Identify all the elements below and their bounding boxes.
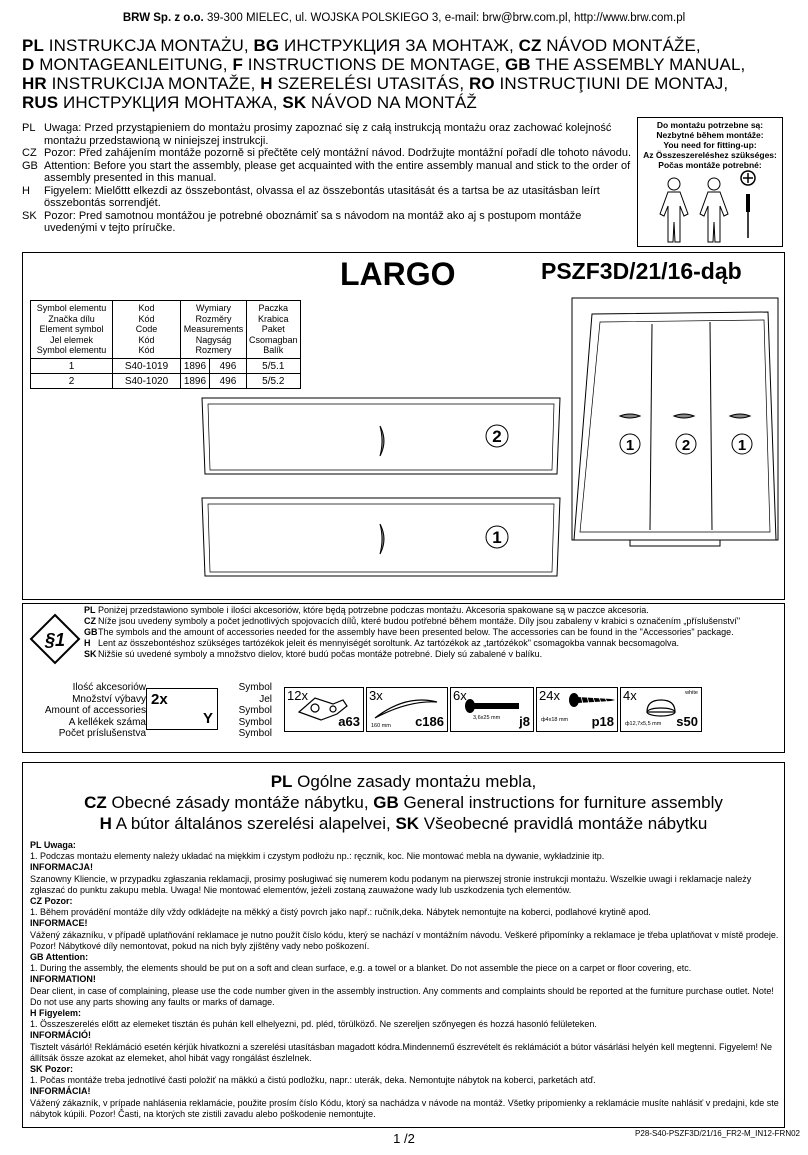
title-text: SZERELÉSI UTASITÁS, [272, 74, 470, 93]
general-title-line [22, 792, 785, 813]
title-text: INSTRUKCJA MONTAŻU, [43, 36, 254, 55]
tools-needed-line: Do montażu potrzebne są: [656, 120, 764, 130]
lang-code: D [22, 55, 35, 74]
lang-code: F [232, 55, 243, 74]
paragraph: 1. Összeszerelés előtt az elemeket tisztán és puhán kell elhelyezni, pd. pléd, törülköző. Ne szereljen szőnyegen és hozzá hasonló felületeken. [30, 1019, 597, 1030]
warning-text: Pozor: Pred samotnou montážou je potrebné oboznámiť sa s návodom na montáž ako aj s postupom montáže uvedenými v tejto príručke. [44, 209, 582, 234]
wood-screw-icon [567, 690, 617, 710]
paragraph: Dear client, in case of complaining, please use the code number given in the assembly instruction. Any comments and complaints should be reported at the furniture purchase outlet. Note! Do not use any parts showing any faults or marks of damage. [30, 985, 774, 1007]
company-header [0, 12, 808, 24]
paragraph: 1. During the assembly, the elements should be put on a soft and clean surface, e.g. a towel or a blanket. Do not assemble the piece on a carpet or floor covering, etc. [30, 963, 692, 974]
table-row: 1 S40-1019 1896 496 5/5.1 [31, 359, 301, 374]
lang-code: GB [84, 627, 98, 637]
warning-item [22, 122, 632, 147]
header-line: Paczka [258, 303, 289, 314]
title-text: Obecné zásady montáže nábytku, [106, 793, 374, 812]
legend-label: A kellékek száma [68, 716, 146, 728]
paragraph: Szanowny Kliencie, w przypadku zgłaszania reklamacji, prosimy posługiwać się numerem kodu podanym na pierwszej stronie instrukcji montażu. Wszelkie uwagi i reklamacje należy zgłaszać do punktu zakupu mebla. Uwaga! Nie montować elementów, jeżeli zostaną zauważone wady lub uszkodzenia tych elementów. [30, 873, 752, 895]
lang-code: H [84, 638, 91, 648]
paragraph: Tisztelt vásárló! Reklámáció esetén kérjük hivatkozni a szerelési utasításban magadott kódra.Mindennemű észrevételt és reklámációt a bútor vásárlási helyén kell megtenni. Figyelem! Ne állítsák össze azokat az elemeket, ahol hibát vagy rongálást észlelnek. [30, 1041, 773, 1063]
header-line: Element symbol [39, 324, 104, 335]
legend-label: Symbol [238, 716, 272, 728]
lang-code: CZ [22, 147, 37, 159]
lang-code: SK [22, 209, 37, 222]
paragraph: Vážený zákazníku, v případě uplatňování reklamace je nutno použít číslo kódu, který se nachází v montážním návodu. Veškeré připomínky a reklamace je třeba uplatňovat v místě prodeje. Pozor! Nábytkové díly nemontovat, pokud na nich byly zjištěny vady nebo poškození. [30, 929, 779, 951]
tools-needed-line: You need for fitting-up: [663, 140, 757, 150]
general-title-line [22, 813, 785, 834]
lang-code: BG [253, 36, 280, 55]
legend-label: Množství výbavy [72, 693, 146, 705]
title-text: General instructions for furniture assembly [398, 793, 723, 812]
lang-code: H [260, 74, 273, 93]
lang-code: CZ [84, 616, 96, 626]
header-line: Paket [261, 324, 285, 335]
note-text: Poniżej przedstawiono symbole i ilości akcesoriów, które będą potrzebne podczas montażu. Akcesoria spakowane są w paczce akcesoria. [98, 605, 649, 615]
header-symbol [31, 301, 113, 359]
title-text: Ogólne zasady montażu mebla, [292, 772, 537, 791]
note-text: Nižšie sú uvedené symboly a množstvo dielov, ktoré budú počas montáže potrebné. Diely sú zabalené v balíku. [98, 649, 543, 659]
lang-code: RUS [22, 93, 59, 112]
section-mark: §1 [44, 630, 66, 650]
accessory-item: 12x a63 [284, 687, 364, 732]
title-text: ИНСТРУКЦИЯ МОНТАЖА, [58, 93, 283, 112]
furniture-foot-icon [641, 694, 681, 720]
legend-label: Ilość akcesoriów [72, 682, 146, 693]
header-line: Rozměry [195, 313, 232, 324]
accessory-note-item [84, 638, 784, 649]
product-name: LARGO [340, 256, 456, 292]
warning-item [22, 160, 632, 185]
section-heading: CZ Pozor: [30, 896, 73, 907]
panel-label: 2 [492, 427, 502, 446]
header-line: Kód [138, 334, 155, 345]
accessory-item: 3x 160 mm c186 [366, 687, 448, 732]
note-text: The symbols and the amount of accessories needed for the assembly have been presented below. The accessories can be found in the "Accessories" package. [98, 627, 734, 637]
tools-needed-labels [638, 120, 782, 170]
title-text: INSTRUKCIJA MONTAŽE, [46, 74, 261, 93]
wardrobe-drawing [570, 296, 782, 550]
paragraph: 1. Podczas montażu elementy należy układać na miękkim i czystym podłożu np.: ręcznik, koc. Nie montować mebla na dywanie, wykładzinie itp. [30, 851, 605, 862]
element-table [30, 300, 301, 389]
accessory-item: 4x white ф12,7x5,5 mm s50 [620, 687, 702, 732]
lang-code: RO [469, 74, 495, 93]
screwdriver-icon [738, 170, 768, 240]
note-text: Lent az összebontéshoz szükséges tartózékok jeleit és mennyiségét soroltunk. Az tartózékok az „tartózékok" csomagokba vannak becsomagolva. [98, 638, 680, 648]
section-heading: INFORMATION! [30, 974, 96, 985]
paragraph: 1. Během provádění montáže díly vždy odkládejte na měkký a čistý povrch jako např.: ručník,deka. Nábytek nemontujte na koberci, podlahové krytině apod. [30, 907, 651, 918]
tools-needed-line: Počas montáže potrebné: [658, 160, 762, 170]
general-title [22, 771, 785, 834]
header-line: Nagyság [195, 334, 232, 345]
section-heading: INFORMÁCIÓ! [30, 1030, 91, 1041]
header-line: Kód [138, 313, 155, 324]
title-line [22, 74, 792, 93]
header-package [247, 301, 301, 359]
header-line: Wymiary [196, 303, 231, 314]
section-heading: H Figyelem: [30, 1008, 82, 1019]
title-line [22, 55, 792, 74]
section-heading: INFORMACE! [30, 918, 88, 929]
header-line: Rozmery [195, 345, 232, 356]
page-number: 1 /2 [393, 1131, 415, 1146]
legend-label: Symbol [238, 705, 272, 716]
title-text: ИНСТРУКЦИЯ ЗА МОНТАЖ, [279, 36, 519, 55]
warning-item [22, 147, 632, 160]
table-header-row [31, 301, 301, 359]
lang-code: GB [373, 793, 399, 812]
general-title-line [22, 771, 785, 792]
legend-label: Počet príslušenstva [58, 728, 146, 739]
lang-code: PL [270, 772, 293, 791]
title-line [22, 36, 792, 55]
title-text: INSTRUCTIONS DE MONTAGE, [242, 55, 505, 74]
lang-code: SK [395, 814, 420, 833]
lang-code: H [99, 814, 112, 833]
title-text: NÁVOD NA MONTÁŽ [306, 93, 477, 112]
header-line: Csomagban [249, 334, 298, 345]
door-label: 1 [625, 437, 635, 454]
paragraph: Vážený zákazník, v prípade nahlásenia reklamácie, použite prosím číslo Kódu, ktorý sa nachádza v návode na montáž. Všetky pripomienky a reklamácie musíte nahlásiť v predajni, kde ste nábytok kúpili. Pozor! Časti, na ktorých ste zistili zavadu alebo poškodenie nemontujte. [30, 1097, 779, 1119]
company-name: BRW Sp. z o.o. [122, 12, 204, 24]
product-code: PSZF3D/21/16-dąb [541, 258, 742, 284]
door-label: 2 [681, 437, 691, 454]
document-code: P28-S40-PSZF3D/21/16_FR2-M_IN12-FRN02 [635, 1129, 800, 1138]
header-measurements [181, 301, 247, 359]
warning-item [22, 210, 632, 235]
warning-text: Figyelem: Mielőttt elkezdi az összebontást, olvassa el az összebontás utasitását és a tartsa be az utasitásban leírt összebontás sorrendjét. [44, 184, 600, 209]
tools-needed-box [637, 117, 783, 247]
warning-text: Attention: Before you start the assembly, please get acquainted with the entire assembly manual and stick to the order of assembly presented in this manual. [44, 159, 631, 184]
title-text: INSTRUCŢIUNI DE MONTAJ, [494, 74, 729, 93]
general-body [30, 840, 780, 1120]
header-line: Značka dílu [48, 313, 95, 324]
company-address: 39-300 MIELEC, ul. WOJSKA POLSKIEGO 3, e-mail: brw@brw.com.pl, http://www.brw.com.pl [206, 12, 686, 24]
panel-label: 1 [492, 528, 502, 547]
title-text: THE ASSEMBLY MANUAL, [530, 55, 746, 74]
header-line: Krabica [258, 313, 289, 324]
header-line: Code [135, 324, 158, 335]
warning-text: Uwaga: Przed przystąpieniem do montażu prosimy zapoznać się z całą instrukcją montażu oraz zachować kolejność montażu przedstawioną w niniejszej instrukcji. [44, 122, 612, 147]
accessory-item: 24x ф4x18 mm p18 [536, 687, 618, 732]
tools-needed-line: Az Összeszereléshez szükséges: [643, 150, 777, 160]
lang-code: H [22, 184, 30, 197]
warning-item [22, 185, 632, 210]
legend-x: 2x [151, 691, 168, 708]
header-line: Measurements [183, 324, 244, 335]
header-line: Balík [263, 345, 284, 356]
section-heading: GB Attention: [30, 952, 89, 963]
legend-label: Symbol [238, 728, 272, 739]
tools-needed-line: Nezbytné během montáže: [656, 130, 764, 140]
title-line [22, 93, 792, 112]
warning-text: Pozor: Před zahájením montáže pozorně si přečtěte celý montážní návod. Dodržujte montážní pořadí dle tohoto návodu. [44, 147, 632, 159]
door-label: 1 [737, 437, 747, 454]
section-heading: INFORMÁCIA! [30, 1086, 91, 1097]
title-text: A bútor általános szerelési alapelvei, [111, 814, 396, 833]
header-line: Symbol elementu [36, 345, 107, 356]
lang-code: SK [84, 649, 97, 659]
accessory-item: 6x 3,6x25 mm j8 [450, 687, 534, 732]
note-text: Níže jsou uvedeny symboly a počet jednotlivých spojovacích dílů, které budou potřebné během montáže. Díly jsou zabaleny v krabici s označením „příslušenství" [98, 616, 741, 626]
section-heading: INFORMACJA! [30, 862, 93, 873]
header-line: Kód [138, 345, 155, 356]
legend-y: Y [202, 710, 213, 727]
paragraph: 1. Počas montáže treba jednotlivé časti položiť na mäkkú a čistú podložku, napr.: uterák, deka. Nemontujte nábytok na koberci, parketách atď. [30, 1075, 596, 1086]
lang-code: GB [504, 55, 531, 74]
legend-label: Jel [259, 693, 272, 705]
section-heading: PL Uwaga: [30, 840, 76, 850]
lang-code: PL [84, 605, 96, 615]
lang-code: SK [282, 93, 307, 112]
legend-label: Amount of accessories [44, 705, 146, 716]
lang-code: CZ [518, 36, 542, 55]
legend-label: Symbol [238, 682, 272, 693]
legend-left [32, 682, 146, 740]
legend-right [222, 682, 272, 740]
accessory-note-item [84, 616, 784, 627]
lang-code: PL [22, 122, 36, 134]
lang-code: GB [22, 159, 38, 172]
title-text: NÁVOD MONTÁŽE, [541, 36, 701, 55]
accessory-note-item [84, 627, 784, 638]
header-line: Kod [138, 303, 155, 314]
table-row: 2 S40-1020 1896 496 5/5.2 [31, 374, 301, 389]
lang-code: HR [22, 74, 47, 93]
header-code [113, 301, 181, 359]
lang-code: PL [22, 36, 44, 55]
header-line: Jel elemek [49, 334, 94, 345]
section-heading: SK Pozor: [30, 1064, 74, 1075]
title-text: MONTAGEANLEITUNG, [34, 55, 233, 74]
accessories-note [84, 605, 784, 660]
manual-titles [22, 36, 792, 112]
accessory-note-item [84, 605, 784, 616]
legend-sample [146, 688, 218, 730]
lang-code: CZ [84, 793, 107, 812]
section-mark-icon [28, 612, 82, 666]
door-panels-drawing [200, 396, 565, 581]
accessory-note-item [84, 649, 784, 660]
assembly-warnings [22, 122, 632, 235]
header-line: Symbol elementu [36, 303, 107, 314]
title-text: Všeobecné pravidlá montáže nábytku [419, 814, 708, 833]
